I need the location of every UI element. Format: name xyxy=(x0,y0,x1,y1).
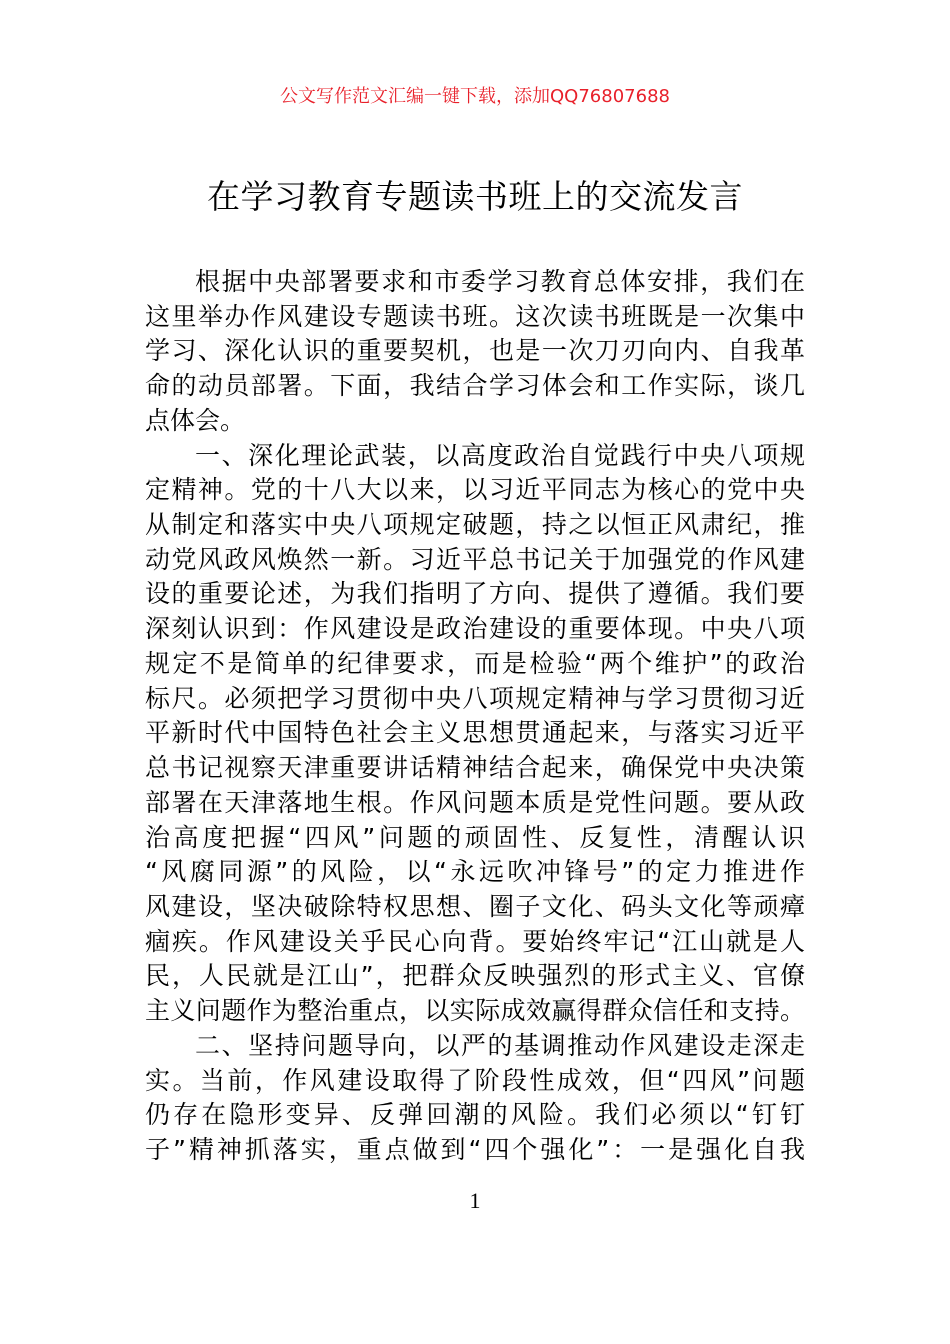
text-line: 总书记视察天津重要讲话精神结合起来，确保党中央决策 xyxy=(145,753,805,783)
text-line: 定精神。党的十八大以来，以习近平同志为核心的党中央 xyxy=(145,475,805,505)
text-line: 设的重要论述，为我们指明了方向、提供了遵循。我们要 xyxy=(145,579,805,609)
text-line: 仍存在隐形变异、反弹回潮的风险。我们必须以“钉钉 xyxy=(145,1100,805,1130)
document-body xyxy=(145,265,805,1168)
download-watermark-header: 公文写作范文汇编一键下载，添加QQ76807688 xyxy=(280,86,670,107)
text-line: 规定不是简单的纪律要求，而是检验“两个维护”的政治 xyxy=(145,648,805,678)
text-line: 二、坚持问题导向，以严的基调推动作风建设走深走 xyxy=(195,1030,805,1060)
text-line: 标尺。必须把学习贯彻中央八项规定精神与学习贯彻习近 xyxy=(145,683,805,713)
text-line: 根据中央部署要求和市委学习教育总体安排，我们在 xyxy=(195,267,805,296)
text-line: 子”精神抓落实，重点做到“四个强化”：一是强化自我 xyxy=(145,1134,805,1164)
text-line: 深刻认识到：作风建设是政治建设的重要体现。中央八项 xyxy=(145,614,805,644)
text-line: 动党风政风焕然一新。习近平总书记关于加强党的作风建 xyxy=(145,544,805,574)
text-line: 学习、深化认识的重要契机，也是一次刀刃向内、自我革 xyxy=(145,336,805,366)
text-line: 命的动员部署。下面，我结合学习体会和工作实际，谈几 xyxy=(145,371,805,401)
text-line: 点体会。 xyxy=(145,405,246,435)
page-number: 1 xyxy=(469,1188,481,1213)
text-line: 平新时代中国特色社会主义思想贯通起来，与落实习近平 xyxy=(145,718,805,748)
text-line: 从制定和落实中央八项规定破题，持之以恒正风肃纪，推 xyxy=(145,510,805,540)
text-line: 部署在天津落地生根。作风问题本质是党性问题。要从政 xyxy=(145,787,805,817)
document-title: 在学习教育专题读书班上的交流发言 xyxy=(207,177,743,216)
text-line: 主义问题作为整治重点，以实际成效赢得群众信任和支持。 xyxy=(145,996,805,1026)
text-line: 实。当前，作风建设取得了阶段性成效，但“四风”问题 xyxy=(145,1065,805,1095)
text-line: 一、深化理论武装，以高度政治自觉践行中央八项规 xyxy=(195,440,805,470)
text-line: 痼疾。作风建设关乎民心向背。要始终牢记“江山就是人 xyxy=(145,926,805,956)
text-line: 治高度把握“四风”问题的顽固性、反复性，清醒认识 xyxy=(145,822,805,852)
text-line: 风建设，坚决破除特权思想、圈子文化、码头文化等顽瘴 xyxy=(145,891,805,921)
text-line: 这里举办作风建设专题读书班。这次读书班既是一次集中 xyxy=(145,301,805,331)
text-line: “风腐同源”的风险，以“永远吹冲锋号”的定力推进作 xyxy=(145,857,805,887)
text-line: 民，人民就是江山”，把群众反映强烈的形式主义、官僚 xyxy=(145,961,805,991)
